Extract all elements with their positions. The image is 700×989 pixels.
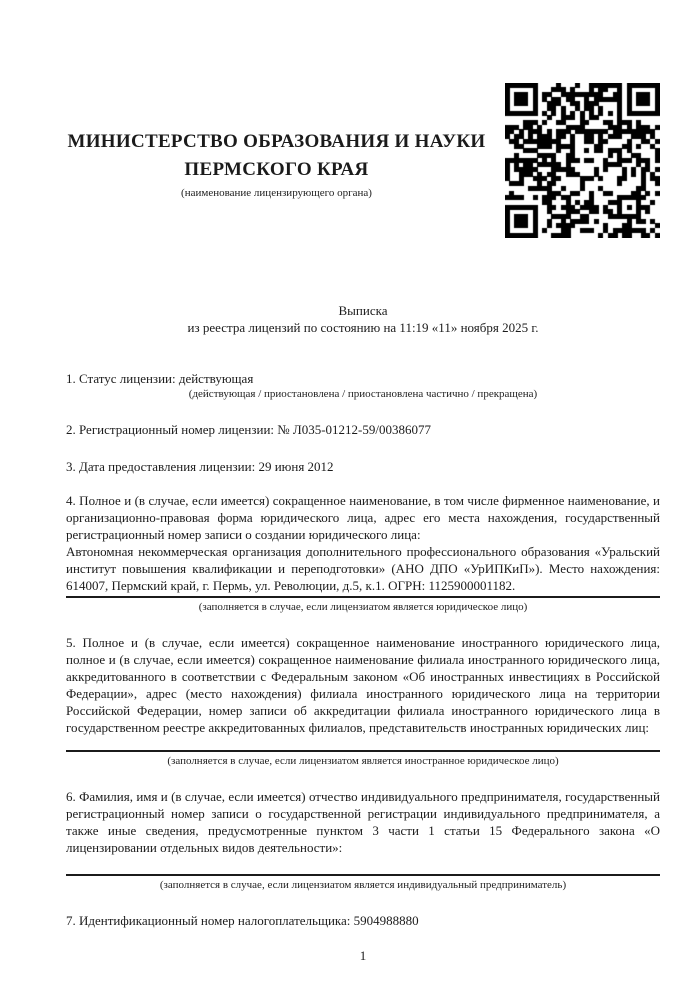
ministry-name-line1: МИНИСТЕРСТВО ОБРАЗОВАНИЯ И НАУКИ <box>67 131 486 152</box>
foreign-entity-label: 5. Полное и (в случае, если имеется) сокращенное наименование иностранного юридического лица, полное и (в случае, если имеется) сокращенное наименование филиала иностранного юридического лица, аккредитованного в соответствии с Федеральным законом «Об иностранных инвестициях в Российской Федерации», адрес (место нахождения) филиала иностранного юридического лица на территории Российской Федерации, номер записи об аккредитации филиала иностранного юридического лица в государственном реестре аккредитованных филиалов, представительств иностранных юридических лиц: <box>66 635 660 735</box>
page-number: 1 <box>359 948 367 963</box>
entrepreneur-value <box>66 856 660 872</box>
ministry-name-line2: ПЕРМСКОГО КРАЯ <box>184 159 369 180</box>
fill-in-line <box>66 874 660 876</box>
document-title <box>66 302 660 336</box>
entrepreneur-label: 6. Фамилия, имя и (в случае, если имеется) отчество индивидуального предпринимателя, государственный регистрационный номер записи о государственной регистрации индивидуального предпринимателя, а также иные сведения, предусмотренные пунктом 3 части 1 статьи 15 Федерального закона «О лицензировании отдельных видов деятельности»: <box>66 789 660 855</box>
document-title-line2: из реестра лицензий по состоянию на 11:19 «11» ноября 2025 г. <box>187 320 539 335</box>
field-entrepreneur <box>66 788 660 892</box>
foreign-entity-value <box>66 736 660 748</box>
field-legal-entity <box>66 492 660 614</box>
taxpayer-number-text: 7. Идентификационный номер налогоплательщика: 5904988880 <box>66 913 419 928</box>
grant-date-text: 3. Дата предоставления лицензии: 29 июня 2012 <box>66 459 334 474</box>
field-grant-date <box>66 458 660 475</box>
qr-code-icon <box>505 83 660 238</box>
foreign-entity-caption: (заполняется в случае, если лицензиатом является иностранное юридическое лицо) <box>167 755 559 767</box>
legal-entity-label: 4. Полное и (в случае, если имеется) сокращенное наименование, в том числе фирменное наименование, и организационно-правовая форма юридического лица, адрес его места нахождения, государственный регистрационный номер записи о создании юридического лица: <box>66 493 660 542</box>
registration-number-text: 2. Регистрационный номер лицензии: № Л035-01212-59/00386077 <box>66 422 432 437</box>
fill-in-line <box>66 596 660 598</box>
field-registration-number <box>66 421 660 438</box>
licensing-authority-block <box>66 128 505 200</box>
field-taxpayer-number <box>66 912 660 929</box>
document-header <box>66 80 660 238</box>
entrepreneur-caption: (заполняется в случае, если лицензиатом является индивидуальный предприниматель) <box>159 879 567 891</box>
license-status-text: 1. Статус лицензии: действующая <box>66 371 254 386</box>
document-title-line1: Выписка <box>338 303 388 318</box>
license-status-caption: (действующая / приостановлена / приостановлена частично / прекращена) <box>188 388 538 400</box>
legal-entity-value: Автономная некоммерческая организация дополнительного профессионального образования «Уральский институт повышения квалификации и переподготовки» (АНО ДПО «УрИПКиП»). Место нахождения: 614007, Пермский край, г. Пермь, ул. Революции, д.5, к.1. ОГРН: 1125900001182. <box>66 544 660 593</box>
ministry-caption: (наименование лицензирующего органа) <box>181 187 372 199</box>
field-license-status <box>66 370 660 401</box>
fill-in-line <box>66 750 660 752</box>
field-foreign-entity <box>66 634 660 768</box>
legal-entity-caption: (заполняется в случае, если лицензиатом является юридическое лицо) <box>198 601 528 613</box>
